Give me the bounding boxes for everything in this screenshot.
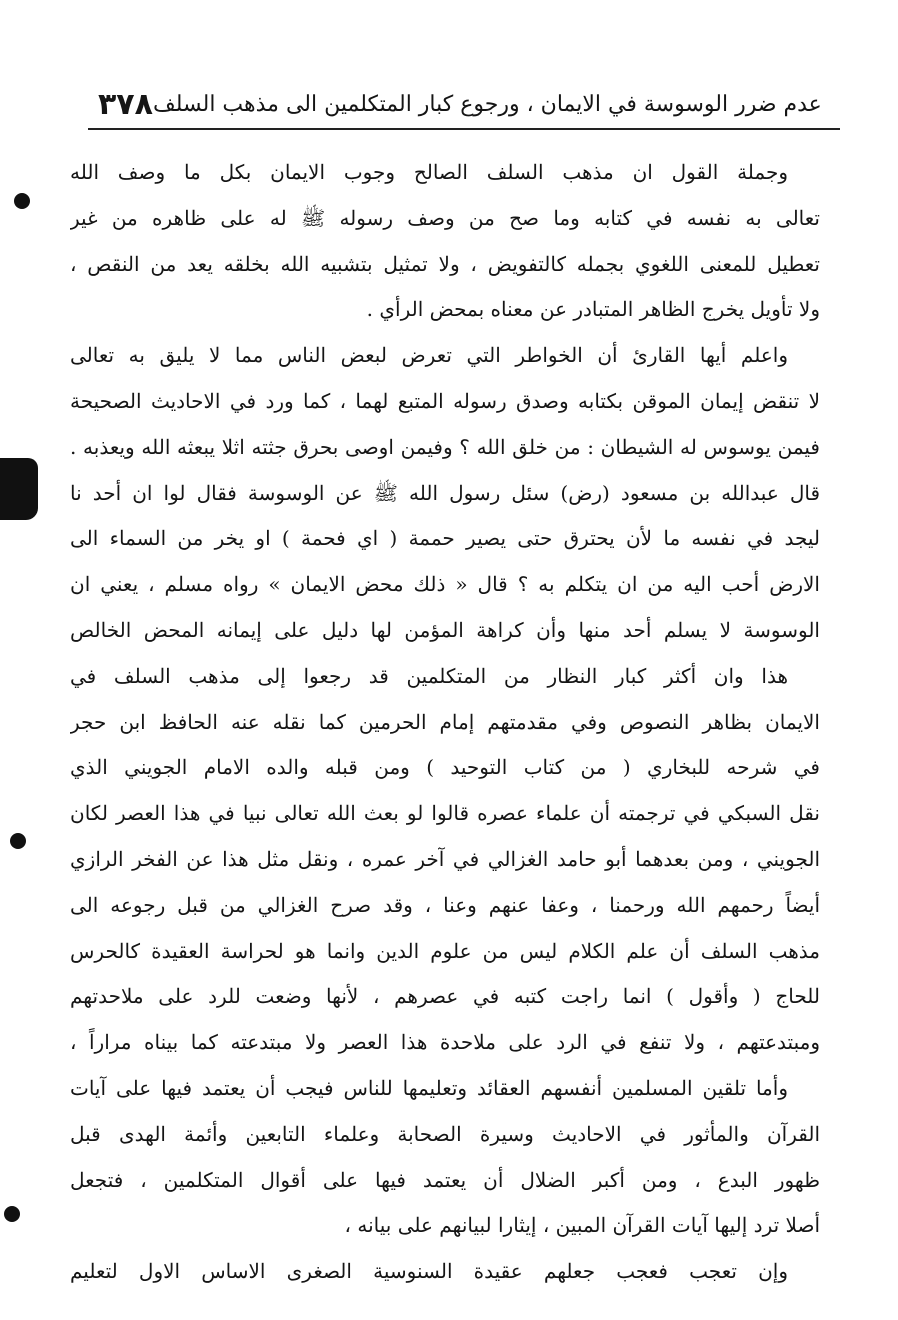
- body-text: [70, 150, 820, 1295]
- text-line: للحاج ( وأقول ) انما راجت كتبه في عصرهم ، لأنها وضعت للرد على ملاحدتهم: [70, 984, 820, 1009]
- text-line: فيمن يوسوس له الشيطان : من خلق الله ؟ وفيمن اوصى بحرق جثته اثلا يبعثه الله ويعذبه .: [70, 434, 820, 459]
- page-header: [90, 82, 840, 126]
- text-line: الايمان بظاهر النصوص وفي مقدمتهم إمام الحرمين كما نقله عنه الحافظ ابن حجر: [70, 709, 820, 734]
- text-line: هذا وان أكثر كبار النظار من المتكلمين قد رجعوا إلى مذهب السلف في: [70, 663, 788, 688]
- text-line: لا تنقض إيمان الموقن بكتابه وصدق رسوله المتبع لهما ، كما ورد في الاحاديث الصحيحة: [70, 388, 820, 413]
- header-rule: [88, 128, 840, 130]
- text-line: ظهور البدع ، ومن أكبر الضلال أن يعتمد فيها على أقوال المتكلمين ، فتجعل: [70, 1167, 820, 1192]
- text-line: الوسوسة لا يسلم أحد منها وأن كراهة المؤمن لها دليل على إيمانه المحض الخالص: [70, 617, 820, 642]
- text-line: أيضاً رحمهم الله ورحمنا ، وعفا عنهم وعنا ، وقد صرح الغزالي من قبل رجوعه الى: [70, 892, 820, 917]
- text-line: أصلا ترد إليها آيات القرآن المبين ، إيثارا لبيانهم على بيانه ،: [344, 1213, 820, 1238]
- text-line: وجملة القول ان مذهب السلف الصالح وجوب الايمان بكل ما وصف الله: [70, 160, 788, 184]
- binding-hole-mark: [14, 193, 30, 209]
- binding-hole-mark: [10, 833, 26, 849]
- text-line: واعلم أيها القارئ أن الخواطر التي تعرض لبعض الناس مما لا يليق به تعالى: [70, 343, 788, 368]
- text-line: مذهب السلف أن علم الكلام ليس من علوم الدين وانما هو لحراسة العقيدة كالحرس: [70, 938, 820, 963]
- text-line: وأما تلقين المسلمين أنفسهم العقائد وتعليمها للناس فيجب أن يعتمد فيها على آيات: [70, 1075, 788, 1100]
- text-line: وإن تعجب فعجب جعلهم عقيدة السنوسية الصغرى الاساس الاول لتعليم: [70, 1259, 788, 1284]
- text-line: تعالى به نفسه في كتابه وما صح من وصف رسوله ﷺ له على ظاهره من غير: [70, 205, 820, 230]
- text-line: ولا تأويل يخرج الظاهر المتبادر عن معناه بمحض الرأي .: [366, 297, 820, 322]
- page-number: ٣٧٨: [98, 86, 153, 122]
- text-line: قال عبدالله بن مسعود (رض) سئل رسول الله ﷺ عن الوسوسة فقال لوا ان أحد نا: [70, 480, 820, 505]
- running-title: عدم ضرر الوسوسة في الايمان ، ورجوع كبار المتكلمين الى مذهب السلف: [152, 91, 822, 117]
- text-line: في شرحه للبخاري ( من كتاب التوحيد ) ومن قبله والده الامام الجويني الذي: [70, 755, 820, 780]
- text-line: تعطيل للمعنى اللغوي بجمله كالتفويض ، ولا تمثيل بتشبيه الله بخلقه يعد من النقص ،: [70, 251, 820, 276]
- text-line: الارض أحب اليه من ان يتكلم به ؟ قال « ذلك محض الايمان » رواه مسلم ، يعني ان: [70, 572, 820, 597]
- text-line: ليجد في نفسه ما لأن يحترق حتى يصير حممة ( اي فحمة ) او يخر من السماء الى: [70, 526, 820, 551]
- binding-hole-mark: [4, 1206, 20, 1222]
- text-line: الجويني ، ومن بعدهما أبو حامد الغزالي في آخر عمره ، ونقل مثل هذا عن الفخر الرازي: [70, 846, 820, 871]
- text-line: القرآن والمأثور في الاحاديث وسيرة الصحابة وعلماء التابعين وأئمة الهدى قبل: [70, 1121, 820, 1146]
- text-line: ومبتدعتهم ، ولا تنفع في الرد على ملاحدة هذا العصر ولا مبتدعته كما بيناه مراراً ،: [70, 1030, 820, 1055]
- scan-edge-mark: [0, 458, 38, 520]
- text-line: نقل السبكي في ترجمته أن علماء عصره قالوا لو بعث الله تعالى نبيا في هذا العصر لكان: [70, 801, 820, 826]
